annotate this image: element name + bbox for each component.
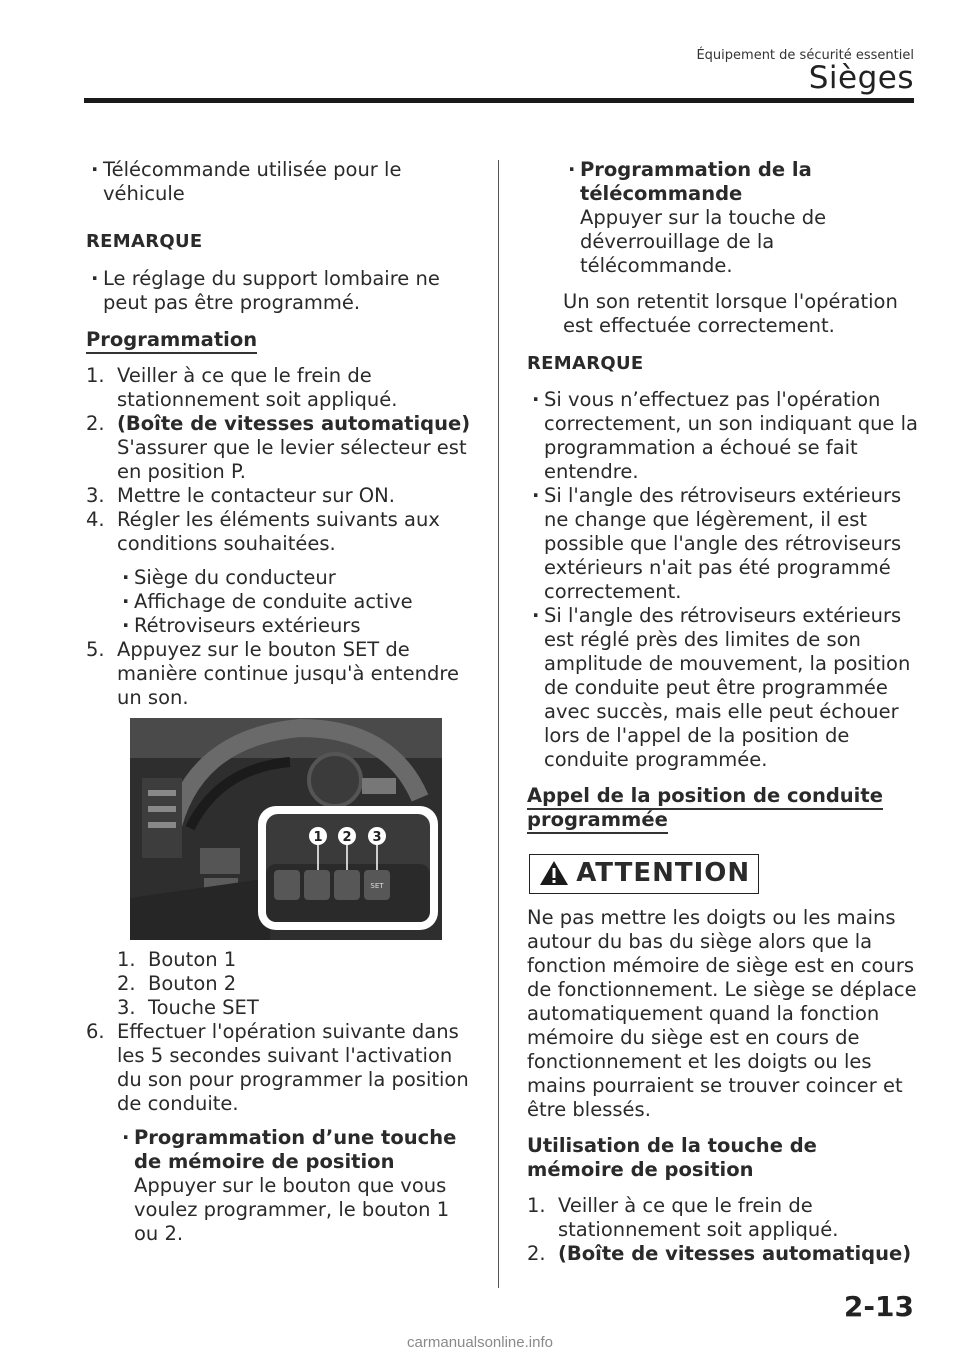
left-column [86, 158, 478, 1246]
memory-step-1: 1. Veiller à ce que le frein de stationnement soit appliqué. [527, 1194, 839, 1241]
remark-item: · Si l'angle des rétroviseurs extérieurs ne change que légèrement, il est possible que l'angle des rétroviseurs extérieurs n'ait pas été programmé correctement. [527, 484, 919, 604]
memory-steps [527, 1194, 919, 1266]
set-button-label: SET [370, 882, 384, 890]
attention-label: ATTENTION [576, 858, 751, 888]
prog-remote-block [563, 158, 919, 278]
programming-heading: Programmation [86, 328, 478, 352]
attention-label-box [529, 854, 759, 894]
remark-item: · Si l'angle des rétroviseurs extérieurs est réglé près des limites de son amplitude de mouvement, la position de conduite peut être programmée avec succès, mais elle peut échouer lors de l'appel de la position de conduite programmée. [527, 604, 919, 772]
attention-text: Ne pas mettre les doigts ou les mains autour du bas du siège alors que la fonction mémoire de siège est en cours de fonctionnement. Le siège se déplace automatiquement quand la fonction mémoire du siège est en cours de fonctionnement et les doigts ou les mains pourraient se trouver coincer et être blessés. [527, 906, 917, 1121]
prog-key-title: · Programmation d’une touche de mémoire de position [134, 1126, 457, 1173]
sub-item: · Rétroviseurs extérieurs [117, 614, 478, 638]
step-2: 2. (Boîte de vitesses automatique) S'assurer que le levier sélecteur est en position P. [86, 412, 471, 483]
recall-heading: Appel de la position de conduite programmée [527, 784, 919, 832]
step-4: 4. Régler les éléments suivants aux conditions souhaitées. [86, 508, 440, 555]
header-rule [84, 98, 914, 103]
prog-remote-title: · Programmation de la télécommande [580, 158, 812, 205]
prog-key-text: Appuyer sur le bouton que vous voulez programmer, le bouton 1 ou 2. [134, 1174, 450, 1245]
memory-buttons-figure [130, 718, 442, 940]
sound-text: Un son retentit lorsque l'opération est effectuée correctement. [563, 290, 898, 337]
remark-item: · Si vous n’effectuez pas l'opération correctement, un son indiquant que la programmation a échoué se fait entendre. [527, 388, 919, 484]
right-column [527, 158, 919, 1266]
callout-3: 3 [372, 830, 382, 845]
sub-items [117, 566, 478, 638]
memory-step-2: 2. (Boîte de vitesses automatique) [527, 1242, 912, 1265]
legend-item: 3. Touche SET [117, 996, 259, 1019]
callout-2: 2 [342, 830, 352, 845]
memory-heading: Utilisation de la touche de mémoire de position [527, 1134, 817, 1181]
bullet-remote: · Télécommande utilisée pour le véhicule [86, 158, 478, 206]
steps-list [86, 364, 478, 1246]
prog-key-block [117, 1126, 478, 1246]
sub-item: · Affichage de conduite active [117, 590, 478, 614]
step-3: 3. Mettre le contacteur sur ON. [86, 484, 395, 507]
figure-legend [117, 948, 478, 1020]
legend-item: 1. Bouton 1 [117, 948, 237, 971]
legend-item: 2. Bouton 2 [117, 972, 237, 995]
attention-box [527, 854, 919, 894]
callout-1: 1 [313, 830, 323, 845]
column-divider [498, 160, 499, 1288]
prog-remote-item [563, 158, 919, 278]
dashboard-illustration [130, 718, 442, 940]
step-6: 6. Effectuer l'opération suivante dans les 5 secondes suivant l'activation du son pour programmer la position de conduite. [86, 1020, 469, 1115]
watermark: carmanualsonline.info [407, 1334, 553, 1351]
remark-label: REMARQUE [527, 353, 644, 374]
remark-label: REMARQUE [86, 231, 203, 252]
prog-remote-text: Appuyer sur la touche de déverrouillage de la télécommande. [580, 206, 827, 277]
header-section-title: Équipement de sécurité essentiel [696, 48, 914, 63]
page-title: Sièges [808, 60, 914, 96]
step-1: 1. Veiller à ce que le frein de stationnement soit appliqué. [86, 364, 398, 411]
page-number: 2-13 [843, 1290, 914, 1323]
sub-item: · Siège du conducteur [117, 566, 478, 590]
warning-triangle-icon [538, 859, 570, 887]
remark-lumbar: · Le réglage du support lombaire ne peut pas être programmé. [86, 267, 478, 315]
prog-key-item [117, 1126, 478, 1246]
step-5: 5. Appuyez sur le bouton SET de manière continue jusqu'à entendre un son. [86, 638, 459, 709]
remark-list [527, 388, 919, 772]
